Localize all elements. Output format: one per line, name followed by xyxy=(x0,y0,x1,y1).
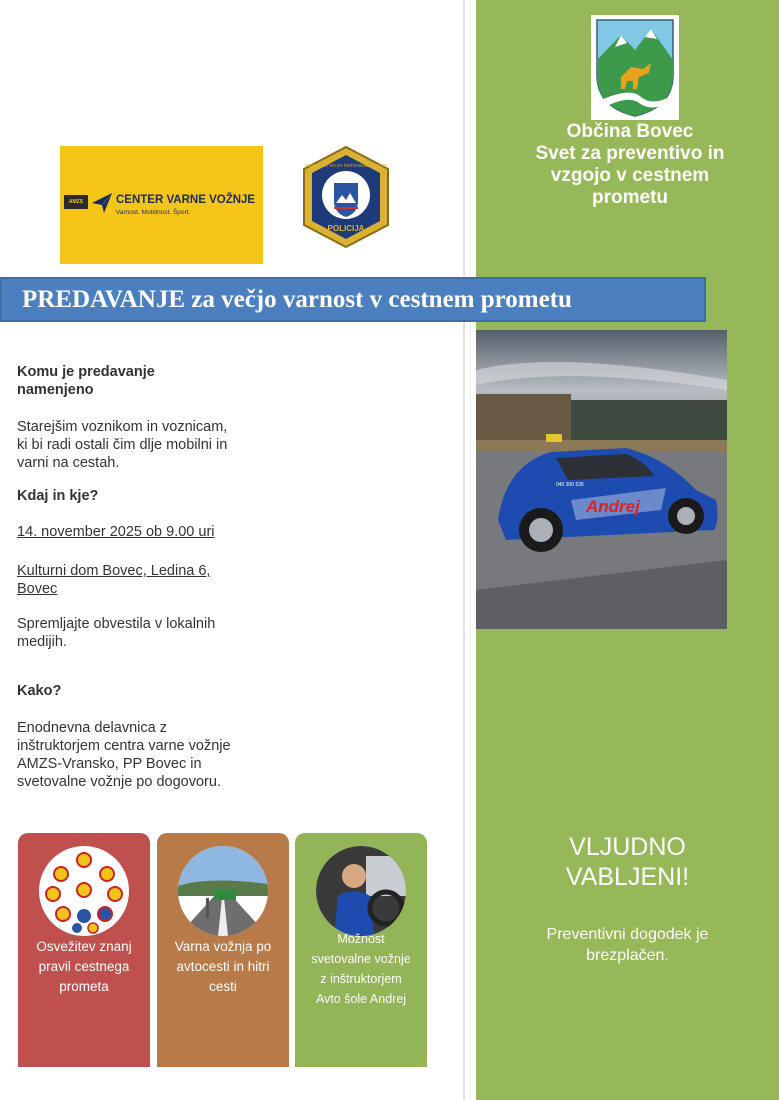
police-badge-icon xyxy=(300,145,392,249)
police-ring-text: MINISTRSTVO ZA NOTRANJE ZADEVE xyxy=(304,163,388,168)
card-highway-caption xyxy=(159,937,287,997)
amzs-center-logo xyxy=(60,146,263,264)
driver-icon xyxy=(316,846,406,936)
org-line-1: Občina Bovec xyxy=(566,121,694,142)
card-3-line-4: Avto šole Andrej xyxy=(315,992,407,1006)
car-phone: 040 300 536 xyxy=(556,482,584,488)
audience-line-2: ki bi radi ostali čim dlje mobilni in xyxy=(17,437,228,453)
audience-heading xyxy=(17,363,155,399)
audience-text xyxy=(17,418,227,472)
audience-line-3: varni na cestah. xyxy=(17,455,120,471)
card-3-line-3: z inštruktorjem xyxy=(320,972,402,986)
event-place-line-2: Bovec xyxy=(17,581,58,597)
how-line-1: Enodnevna delavnica z xyxy=(17,720,167,736)
amzs-tagline: Varnost. Mobilnost. Šport. xyxy=(116,209,191,216)
notice-line-2: medijih. xyxy=(17,634,67,650)
title-banner xyxy=(0,277,706,322)
page-divider-thin xyxy=(470,0,471,1100)
free-event-text xyxy=(520,924,735,966)
how-heading: Kako? xyxy=(17,683,62,699)
car-photo xyxy=(476,330,727,629)
card-3-line-1: Možnost xyxy=(337,932,385,946)
notice-line-1: Spremljajte obvestila v lokalnih xyxy=(17,616,216,632)
when-heading: Kdaj in kje? xyxy=(17,488,99,504)
traffic-signs-icon xyxy=(39,846,129,936)
free-line-2: brezplačen. xyxy=(586,947,669,964)
card-driving-advice-caption xyxy=(297,929,425,1009)
page-divider xyxy=(463,0,465,1100)
invitation-line-1: VLJUDNO xyxy=(569,833,686,861)
org-line-2: Svet za preventivo in xyxy=(535,143,725,164)
how-line-4: svetovalne vožnje po dogovoru. xyxy=(17,774,221,790)
event-place-line-1: Kulturni dom Bovec, Ledina 6, xyxy=(17,563,211,579)
invitation-line-2: VABLJENI! xyxy=(565,863,690,891)
card-3-line-2: svetovalne vožnje xyxy=(311,952,411,966)
card-1-line-1: Osvežitev znanj xyxy=(36,939,132,954)
audience-heading-line-2: namenjeno xyxy=(17,382,94,398)
how-text xyxy=(17,719,231,791)
org-line-4: prometu xyxy=(592,187,668,208)
event-date: 14. november 2025 ob 9.00 uri xyxy=(17,524,215,540)
how-line-2: inštruktorjem centra varne vožnje xyxy=(17,738,231,754)
card-driving-advice xyxy=(295,833,427,1067)
card-2-line-1: Varna vožnja po xyxy=(174,939,272,954)
org-line-3: vzgojo v cestnem xyxy=(550,165,710,186)
banner-title: PREDAVANJE za večjo varnost v cestnem prometu xyxy=(22,286,572,313)
highway-icon xyxy=(178,846,268,936)
how-line-3: AMZS-Vransko, PP Bovec in xyxy=(17,756,202,772)
organizer-title xyxy=(500,121,760,209)
card-1-line-3: prometa xyxy=(59,979,109,994)
arrow-logo-icon xyxy=(92,193,112,213)
card-1-line-2: pravil cestnega xyxy=(38,959,130,974)
police-label: POLICIJA xyxy=(327,224,365,233)
amzs-title: CENTER VARNE VOŽNJE xyxy=(116,194,256,206)
card-traffic-rules-caption xyxy=(20,937,148,997)
invitation-text xyxy=(520,832,735,892)
card-highway xyxy=(157,833,289,1067)
bovec-crest-icon xyxy=(591,15,679,120)
car-lettering: Andrej xyxy=(586,497,640,516)
audience-heading-line-1: Komu je predavanje xyxy=(17,364,155,380)
card-traffic-rules xyxy=(18,833,150,1067)
amzs-box: AMZS xyxy=(64,195,88,209)
event-place xyxy=(17,562,210,598)
card-2-line-3: cesti xyxy=(209,979,237,994)
card-2-line-2: avtocesti in hitri xyxy=(176,959,270,974)
notice-text xyxy=(17,615,215,651)
audience-line-1: Starejšim voznikom in voznicam, xyxy=(17,419,228,435)
free-line-1: Preventivni dogodek je xyxy=(546,926,709,943)
